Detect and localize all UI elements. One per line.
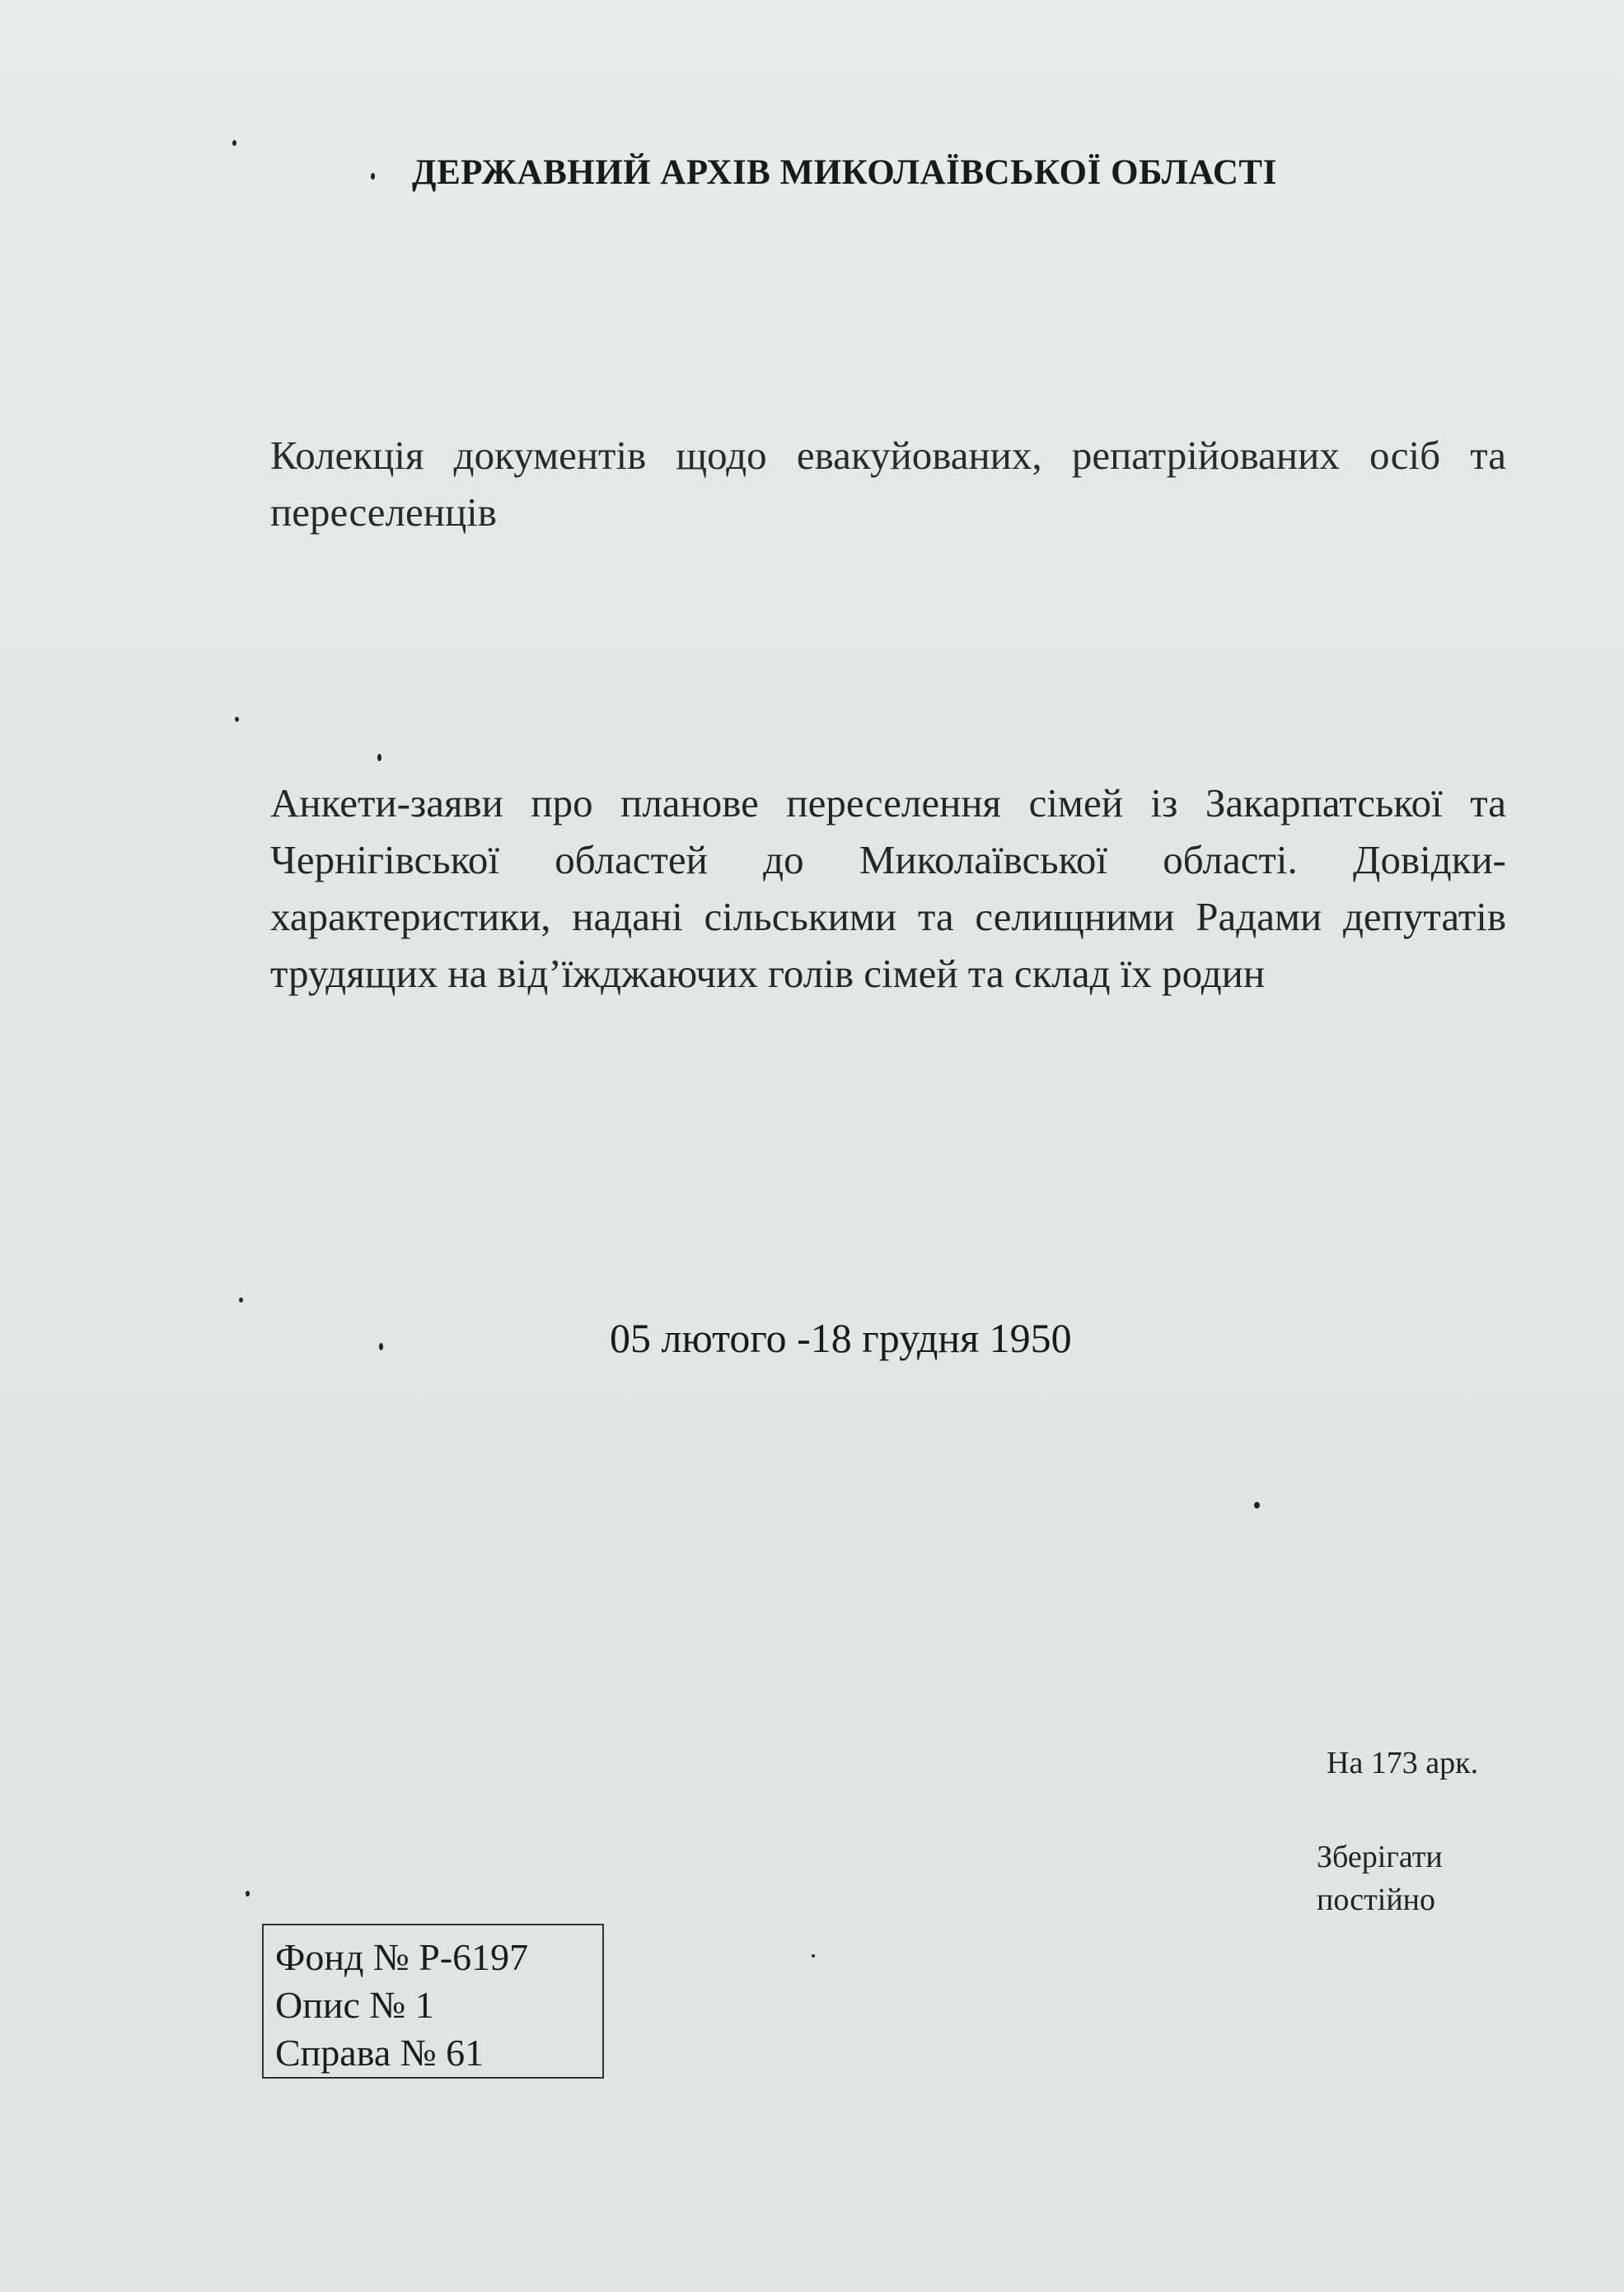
collection-title: Колекція документів щодо евакуйованих, репатрійованих осіб та переселенців [270,433,1506,535]
archive-heading: ДЕРЖАВНИЙ АРХІВ МИКОЛАЇВСЬКОЇ ОБЛАСТІ [412,153,1277,192]
file-description: Анкети-заяви про планове переселення сімей із Закарпатської та Чернігівської областей до Миколаївської області. Довідки-характеристики, надані сільськими та селищними Радами депутатів трудящих на від’їжджаючих голів сімей та склад їх родин [270,780,1506,996]
sheet-count: На 173 арк. [1327,1746,1479,1780]
scan-speck [232,140,236,146]
scan-speck [239,1298,243,1303]
archive-reference-box [262,1924,604,2079]
scan-speck [377,754,381,761]
scan-speck [246,1891,250,1897]
fund-number: Фонд № Р-6197 [275,1936,529,1978]
file-number: Справа № 61 [275,2032,484,2074]
storage-note [1317,1836,1443,1921]
scan-speck [812,1954,815,1958]
scan-speck [371,173,375,180]
date-range: 05 лютого -18 грудня 1950 [610,1315,1072,1361]
inventory-number: Опис № 1 [275,1984,434,2026]
scan-speck [235,717,239,722]
scan-speck [1254,1502,1260,1509]
scan-speck [379,1343,383,1350]
storage-line-1: Зберігати [1317,1840,1443,1874]
storage-line-2: постійно [1317,1883,1435,1917]
